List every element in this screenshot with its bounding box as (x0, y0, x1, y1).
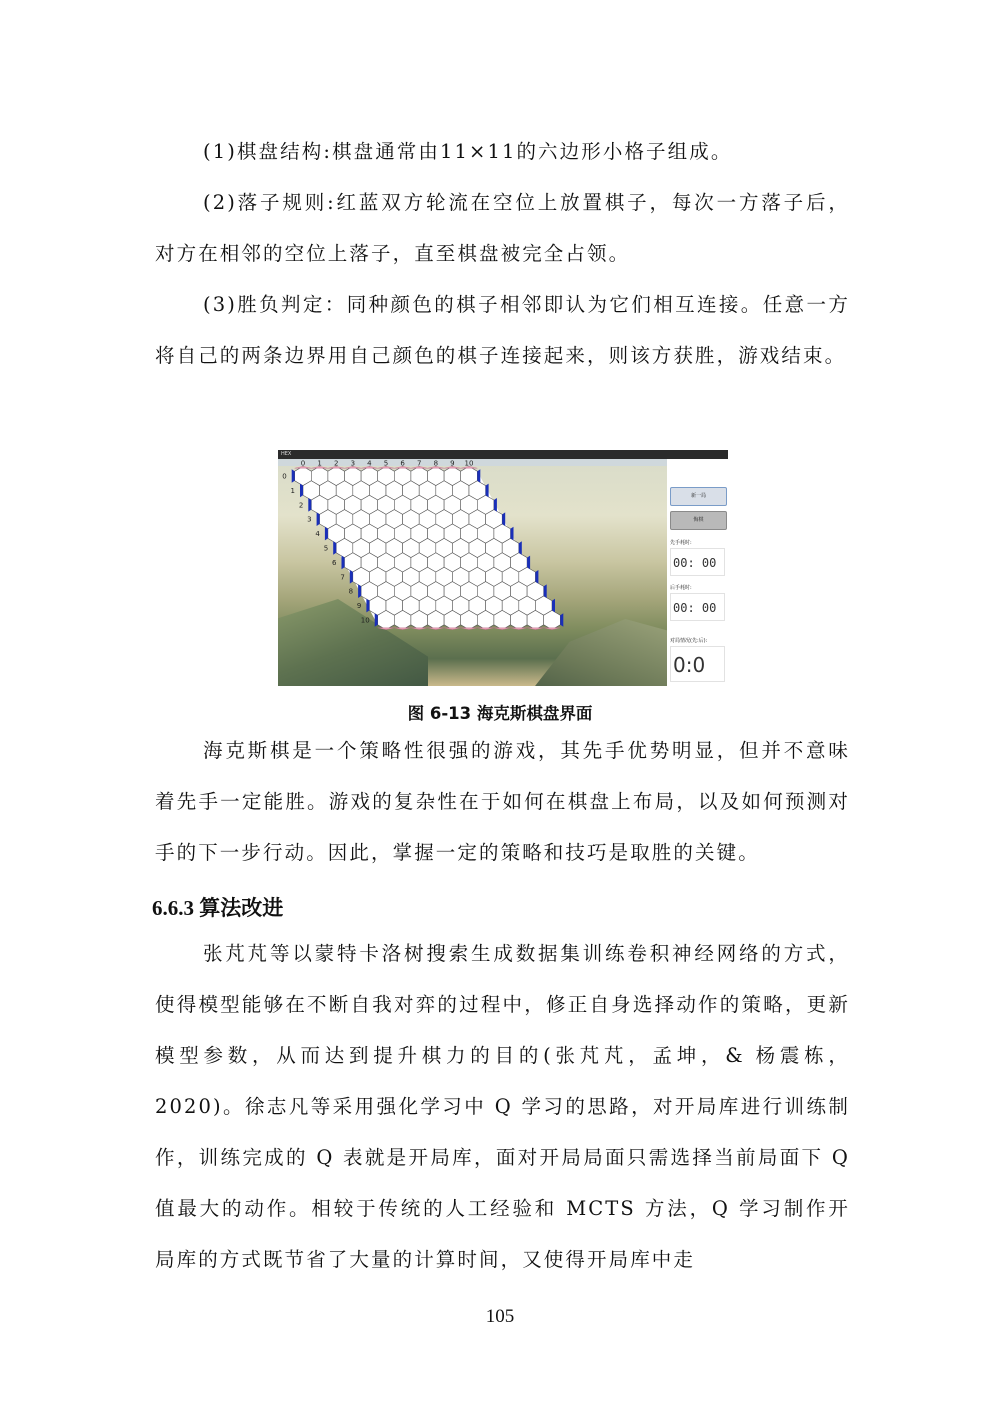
blue-edge-right (527, 556, 530, 570)
game-result: 0:0 (670, 646, 725, 682)
blue-edge-left (366, 599, 369, 613)
blue-edge-left (358, 584, 361, 598)
paragraph-board-structure: (1)棋盘结构:棋盘通常由11×11的六边形小格子组成。 (203, 140, 733, 163)
column-label: 3 (350, 459, 356, 468)
column-label: 10 (464, 459, 474, 468)
paragraph-hex-strategy: 海克斯棋是一个策略性很强的游戏，其先手优势明显，但并不意味着先手一定能胜。游戏的复杂性在于如何在棋盘上布局，以及如何预测对手的下一步行动。因此，掌握一定的策略和技巧是取胜的关键。 (155, 739, 850, 864)
blue-edge-left (300, 484, 303, 498)
row-label: 7 (340, 573, 345, 582)
blue-edge-right (486, 484, 489, 498)
undo-button[interactable]: 悔棋 (670, 511, 727, 530)
new-game-button[interactable]: 新一局 (670, 487, 727, 506)
blue-edge-right (511, 527, 514, 541)
red-edge-bottom (527, 628, 544, 630)
column-label: 1 (317, 459, 322, 468)
red-edge-bottom (378, 628, 395, 630)
red-edge-bottom (394, 628, 411, 630)
blue-edge-left (308, 498, 311, 512)
hex-board-screenshot (278, 450, 728, 686)
app-title-bar (278, 450, 728, 459)
first-player-time: 00: 00 (670, 548, 725, 576)
row-label: 0 (282, 472, 287, 481)
red-edge-bottom (477, 628, 494, 630)
red-edge-bottom (461, 628, 478, 630)
red-edge-bottom (511, 628, 528, 630)
second-player-time-label: 后手耗时: (670, 585, 692, 591)
red-edge-bottom (411, 628, 428, 630)
column-label: 7 (416, 459, 422, 468)
column-label: 4 (367, 459, 372, 468)
blue-edge-left (325, 527, 328, 541)
blue-edge-right (494, 498, 497, 512)
blue-edge-right (560, 613, 563, 627)
row-label: 8 (348, 587, 354, 596)
side-panel (667, 459, 728, 686)
first-player-time-label: 先手耗时: (670, 540, 692, 546)
paragraph-placement-rule: (2)落子规则:红蓝双方轮流在空位上放置棋子，每次一方落子后，对方在相邻的空位上落子，直至棋盘被完全占领。 (155, 191, 850, 265)
column-label: 0 (300, 459, 306, 468)
row-label: 5 (323, 544, 329, 553)
row-label: 4 (315, 530, 320, 539)
row-label: 1 (290, 486, 295, 495)
blue-edge-left (375, 613, 378, 627)
blue-edge-right (502, 512, 505, 526)
row-label: 9 (356, 602, 362, 611)
paragraph-win-condition: (3)胜负判定：同种颜色的棋子相邻即认为它们相互连接。任意一方将自己的两条边界用自己颜色的棋子连接起来，则该方获胜，游戏结束。 (155, 293, 850, 367)
red-edge-bottom (544, 628, 561, 630)
second-player-time: 00: 00 (670, 593, 725, 621)
row-label: 3 (307, 515, 312, 524)
red-edge-bottom (428, 628, 445, 630)
blue-edge-left (333, 541, 336, 555)
paragraph-algorithm-improvement: 张芃芃等以蒙特卡洛树搜索生成数据集训练卷积神经网络的方式，使得模型能够在不断自我对弈的过程中，修正自身选择动作的策略，更新模型参数，从而达到提升棋力的目的(张芃芃，孟坤，& 杨震栋，2020)。徐志凡等采用强化学习中 Q 学习的思路，对开局库进行训练制作，训练完成的 Q 表就是开局库，面对开局局面只需选择当前局面下 Q 值最大的动作。相较于传统的人工经验和 MCTS 方法，Q 学习制作开局库的方式既节省了大量的计算时间，又使得开局库中走 (155, 942, 850, 1271)
red-edge-bottom (444, 628, 461, 630)
blue-edge-left (292, 469, 295, 483)
game-result-label: 对局情况(先:后): (670, 638, 708, 644)
blue-edge-left (342, 556, 345, 570)
column-label: 8 (433, 459, 439, 468)
row-label: 2 (298, 501, 304, 510)
blue-edge-right (544, 584, 547, 598)
column-label: 5 (383, 459, 389, 468)
blue-edge-left (350, 570, 353, 584)
red-edge-bottom (494, 628, 511, 630)
page-number: 105 (485, 1306, 515, 1327)
section-heading: 6.6.3 算法改进 (152, 896, 284, 920)
app-title: HEX (281, 451, 292, 457)
column-label: 2 (333, 459, 339, 468)
blue-edge-left (317, 512, 320, 526)
blue-edge-right (519, 541, 522, 555)
column-label: 6 (400, 459, 405, 468)
blue-edge-right (535, 570, 538, 584)
blue-edge-right (477, 469, 480, 483)
row-label: 6 (332, 558, 337, 567)
blue-edge-right (552, 599, 555, 613)
column-label: 9 (450, 459, 455, 468)
figure-caption: 图 6-13 海克斯棋盘界面 (407, 704, 593, 723)
hex-board (278, 459, 667, 686)
row-label: 10 (360, 616, 370, 625)
